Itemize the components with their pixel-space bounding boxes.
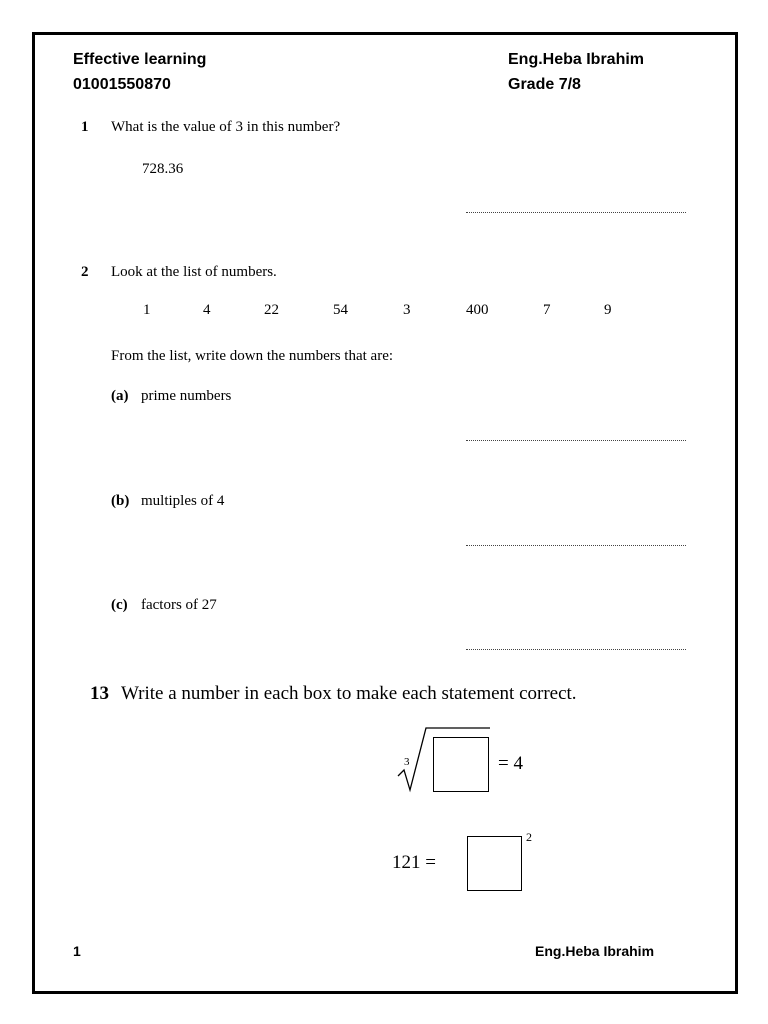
part-b-label: (b) <box>111 493 130 509</box>
cube-root-answer-box[interactable] <box>433 737 489 792</box>
q13-text: Write a number in each box to make each statement correct. <box>121 683 577 704</box>
header-author: Eng.Heba Ibrahim <box>508 51 645 68</box>
list-number: 4 <box>203 302 211 318</box>
page-border <box>32 32 738 994</box>
q1-text: What is the value of 3 in this number? <box>111 119 341 135</box>
part-a-answer-line[interactable] <box>466 440 686 441</box>
square-answer-box[interactable] <box>467 836 522 891</box>
part-a-label: (a) <box>111 388 129 404</box>
q1-value: 728.36 <box>142 161 184 177</box>
page-number: 1 <box>73 943 81 959</box>
q1-number: 1 <box>81 119 89 135</box>
q2-number: 2 <box>81 264 89 280</box>
part-c-label: (c) <box>111 597 128 613</box>
root-index: 3 <box>404 756 410 768</box>
list-number: 1 <box>143 302 151 318</box>
part-a-text: prime numbers <box>141 388 232 404</box>
list-number: 3 <box>403 302 411 318</box>
exponent: 2 <box>526 830 532 844</box>
part-c-text: factors of 27 <box>141 597 217 613</box>
eq1-rhs: = 4 <box>498 753 523 774</box>
part-b-answer-line[interactable] <box>466 545 686 546</box>
list-number: 9 <box>604 302 612 318</box>
part-b-text: multiples of 4 <box>141 493 225 509</box>
q2-instruction: From the list, write down the numbers that are: <box>111 348 394 364</box>
part-c-answer-line[interactable] <box>466 649 686 650</box>
list-number: 54 <box>333 302 348 318</box>
q13-number: 13 <box>90 683 109 704</box>
list-number: 7 <box>543 302 551 318</box>
q1-answer-line[interactable] <box>466 212 686 213</box>
footer-author: Eng.Heba Ibrahim <box>535 943 655 959</box>
eq2-lhs: 121 = <box>392 852 436 873</box>
header-title: Effective learning <box>73 51 207 68</box>
list-number: 400 <box>466 302 489 318</box>
q2-text: Look at the list of numbers. <box>111 264 277 280</box>
header-phone: 01001550870 <box>73 76 171 93</box>
header-grade: Grade 7/8 <box>508 76 581 93</box>
list-number: 22 <box>264 302 279 318</box>
